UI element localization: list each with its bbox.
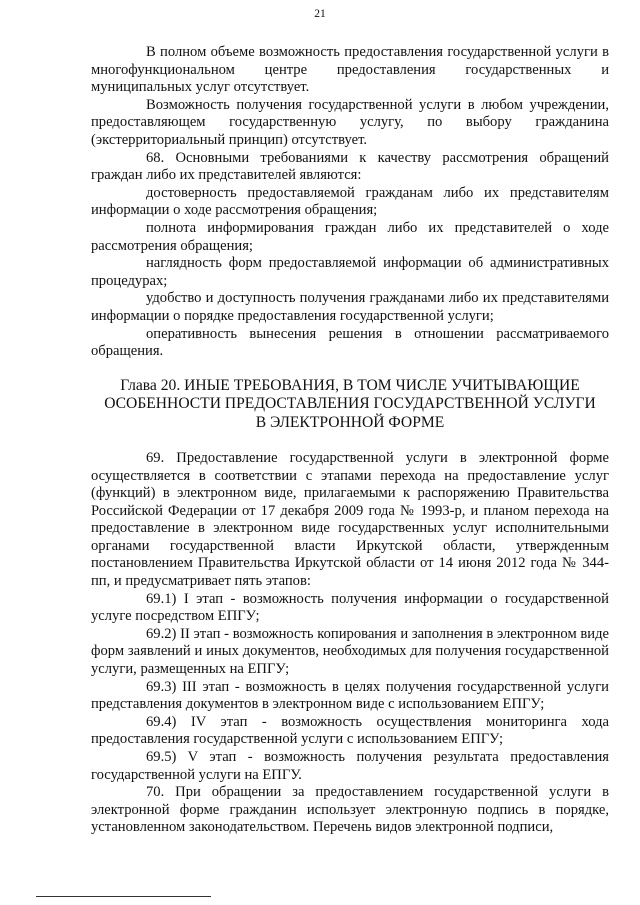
- document-body: [91, 44, 609, 837]
- chapter-heading-line-1: Глава 20. ИНЫЕ ТРЕБОВАНИЯ, В ТОМ ЧИСЛЕ УЧИТЫВАЮЩИЕ: [120, 376, 580, 394]
- paragraph-69: 69. Предоставление государственной услуги в электронной форме осуществляется в соответствии с этапами перехода на предоставление услуг (функций) в электронном виде, прилагаемыми к распоряжению Правительства Российской Федерации от 17 декабря 2009 года № 1993-р, и планом перехода на предоставление в электронном виде государственных услуг исполнительными органами государственной власти Иркутской области, утвержденным постановлением Правительства Иркутской области от 14 июня 2012 года № 344-пп, и предусматривает пять этапов:: [91, 449, 609, 590]
- paragraph-68: 68. Основными требованиями к качеству рассмотрения обращений граждан либо их представителей являются:: [91, 149, 609, 184]
- paragraph-68-completeness: полнота информирования граждан либо их представителей о ходе рассмотрения обращения;: [91, 219, 609, 254]
- paragraph-70: 70. При обращении за предоставлением государственной услуги в электронной форме гражданин использует электронную подпись в порядке, установленном законодательством. Перечень видов электронной подписи,: [91, 784, 609, 836]
- paragraph-69-4: 69.4) IV этап - возможность осуществления мониторинга хода предоставления государственной услуги с использованием ЕПГУ;: [91, 713, 609, 748]
- paragraph-68-promptness: оперативность вынесения решения в отношении рассматриваемого обращения.: [91, 325, 609, 360]
- footnote-divider: [36, 896, 211, 897]
- paragraph-68-clarity: наглядность форм предоставляемой информации об административных процедурах;: [91, 255, 609, 289]
- paragraph-69-3: 69.3) III этап - возможность в целях получения государственной услуги представления документов в электронном виде с использованием ЕПГУ;: [91, 678, 609, 713]
- paragraph-69-2: 69.2) II этап - возможность копирования и заполнения в электронном виде форм заявлений и иных документов, необходимых для получения государственной услуги, размещенных на ЕПГУ;: [91, 625, 609, 678]
- paragraph-extraterritorial: Возможность получения государственной услуги в любом учреждении, предоставляющем государственную услугу, по выбору гражданина (экстерриториальный принцип) отсутствует.: [91, 96, 609, 148]
- paragraph-68-accessibility: удобство и доступность получения гражданами либо их представителями информации о порядке предоставления государственной услуги;: [91, 290, 609, 324]
- chapter-heading-line-3: В ЭЛЕКТРОННОЙ ФОРМЕ: [255, 413, 445, 431]
- paragraph-69-1: 69.1) I этап - возможность получения информации о государственной услуге посредством ЕПГУ;: [91, 590, 609, 625]
- paragraph-mfc-unavailable: В полном объеме возможность предоставления государственной услуги в многофункциональном центре предоставления государственных и муниципальных услуг отсутствует.: [91, 44, 609, 96]
- chapter-20-heading: [91, 377, 609, 432]
- paragraph-69-5: 69.5) V этап - возможность получения результата предоставления государственной услуги на ЕПГУ.: [91, 749, 609, 783]
- chapter-heading-line-2: ОСОБЕННОСТИ ПРЕДОСТАВЛЕНИЯ ГОСУДАРСТВЕННОЙ УСЛУГИ: [104, 395, 596, 413]
- paragraph-68-reliability: достоверность предоставляемой гражданам либо их представителям информации о ходе рассмотрения обращения;: [91, 184, 609, 219]
- page-number: 21: [314, 8, 326, 20]
